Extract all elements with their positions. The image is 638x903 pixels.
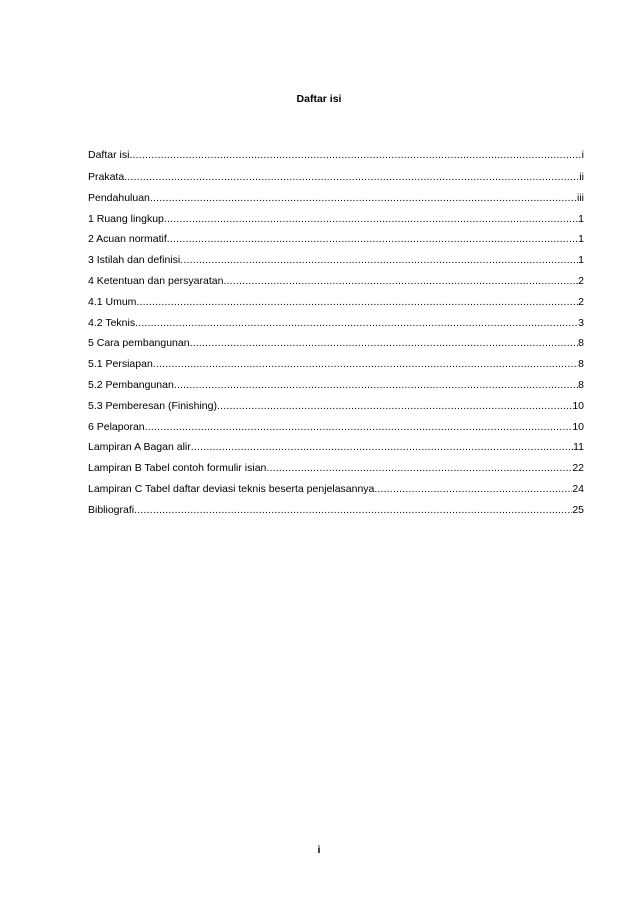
dot-leader xyxy=(180,253,578,267)
dot-leader xyxy=(190,336,579,350)
toc-entry-page: 1 xyxy=(578,254,584,267)
dot-leader xyxy=(153,357,578,371)
dot-leader xyxy=(124,170,579,184)
toc-entry-lampiran-b[interactable] xyxy=(88,461,584,482)
toc-entry-page: 10 xyxy=(572,420,584,433)
toc-entry-umum[interactable] xyxy=(88,295,584,316)
toc-entry-label: Prakata xyxy=(88,171,125,183)
toc-entry-label: Bibliografi xyxy=(88,503,135,516)
table-of-contents xyxy=(88,148,584,524)
toc-entry-persiapan[interactable] xyxy=(88,357,584,378)
toc-entry-label: 3 Istilah dan definisi xyxy=(88,254,181,267)
toc-entry-page: 3 xyxy=(578,316,584,329)
toc-entry-label: 5.3 Pemberesan (Finishing) xyxy=(88,399,217,412)
toc-entry-label: Pendahuluan xyxy=(88,191,150,204)
toc-entry-lampiran-c[interactable] xyxy=(88,482,584,503)
toc-entry-label: 4.2 Teknis xyxy=(88,316,136,329)
toc-entry-teknis[interactable] xyxy=(88,316,584,337)
toc-entry-label: 5.1 Persiapan xyxy=(88,358,153,371)
dot-leader xyxy=(164,212,578,226)
toc-entry-page: 11 xyxy=(573,441,584,454)
dot-leader xyxy=(145,420,573,434)
toc-entry-pendahuluan[interactable] xyxy=(88,191,584,212)
toc-entry-lampiran-a[interactable] xyxy=(88,440,584,461)
toc-entry-pembangunan[interactable] xyxy=(88,378,584,399)
toc-entry-page: 2 xyxy=(578,295,584,308)
toc-entry-ruang-lingkup[interactable] xyxy=(88,212,584,233)
dot-leader xyxy=(129,148,581,162)
toc-entry-pemberesan[interactable] xyxy=(88,399,584,420)
dot-leader xyxy=(135,316,578,330)
dot-leader xyxy=(223,274,578,288)
toc-entry-label: Daftar isi xyxy=(88,149,130,161)
dot-leader xyxy=(150,191,577,205)
toc-entry-page: 10 xyxy=(572,399,584,412)
toc-entry-label: 5.2 Pembangunan xyxy=(88,378,174,391)
toc-entry-page: 1 xyxy=(578,212,584,225)
toc-entry-page: 8 xyxy=(578,337,584,350)
page-title: Daftar isi xyxy=(296,93,342,105)
toc-entry-label: Lampiran A Bagan alir xyxy=(88,441,191,454)
toc-entry-label: Lampiran B Tabel contoh formulir isian xyxy=(88,462,267,475)
toc-entry-pelaporan[interactable] xyxy=(88,420,584,441)
dot-leader xyxy=(167,232,578,246)
toc-entry-bibliografi[interactable] xyxy=(88,503,584,524)
toc-entry-page: 22 xyxy=(572,462,584,475)
toc-entry-page: 25 xyxy=(572,503,584,516)
toc-entry-label: 5 Cara pembangunan xyxy=(88,337,190,350)
dot-leader xyxy=(134,503,572,517)
toc-entry-page: 8 xyxy=(578,358,584,371)
toc-entry-label: Lampiran C Tabel daftar deviasi teknis beserta penjelasannya. xyxy=(88,482,378,495)
toc-entry-prakata[interactable] xyxy=(88,170,584,191)
toc-entry-label: 2 Acuan normatif xyxy=(88,233,167,246)
toc-entry-label: 4.1 Umum xyxy=(88,295,137,308)
toc-entry-ketentuan-dan-persyaratan[interactable] xyxy=(88,274,584,295)
toc-entry-label: 6 Pelaporan xyxy=(88,420,145,433)
dot-leader xyxy=(377,482,572,496)
toc-entry-acuan-normatif[interactable] xyxy=(88,232,584,253)
toc-entry-page: 2 xyxy=(578,274,584,287)
toc-entry-page: ii xyxy=(579,171,584,183)
toc-entry-page: iii xyxy=(577,191,584,204)
toc-entry-cara-pembangunan[interactable] xyxy=(88,336,584,357)
dot-leader xyxy=(191,440,573,454)
toc-entry-istilah-dan-definisi[interactable] xyxy=(88,253,584,274)
toc-entry-label: 4 Ketentuan dan persyaratan xyxy=(88,274,224,287)
dot-leader xyxy=(174,378,578,392)
dot-leader xyxy=(217,399,572,413)
toc-entry-page: 24 xyxy=(572,482,584,495)
toc-entry-page: 8 xyxy=(578,378,584,391)
toc-entry-daftar-isi[interactable] xyxy=(88,148,584,170)
dot-leader xyxy=(266,461,572,475)
toc-entry-page: i xyxy=(581,149,584,161)
toc-entry-label: 1 Ruang lingkup xyxy=(88,212,164,225)
toc-entry-page: 1 xyxy=(578,233,584,246)
page-number: i xyxy=(317,844,321,856)
dot-leader xyxy=(136,295,578,309)
